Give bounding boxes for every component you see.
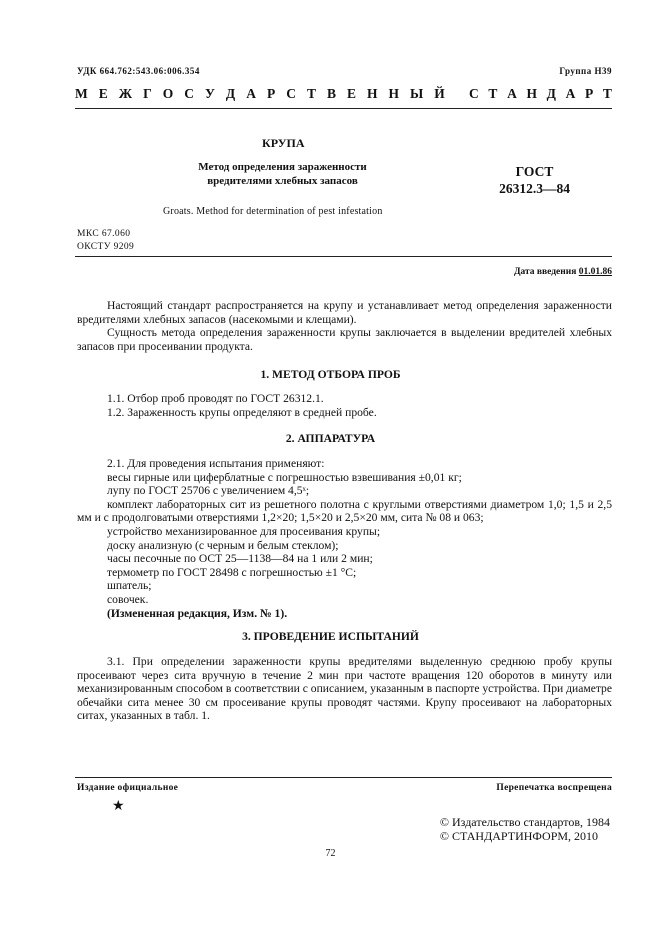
banner-letter: С xyxy=(184,86,194,101)
banner-letter: Е xyxy=(346,86,356,101)
banner-letter: Н xyxy=(526,86,537,101)
intro-paragraph-1: Настоящий стандарт распространяется на крупу и устанавливает метод определения зараженности вредителями хлебных запасов (насекомыми и клещами). xyxy=(77,299,612,326)
section-3-body xyxy=(77,655,612,723)
banner-letter: А xyxy=(507,86,517,101)
page-number: 72 xyxy=(325,848,336,859)
banner-letter: С xyxy=(286,86,296,101)
banner-letter: Т xyxy=(488,86,498,101)
banner-letter: Д xyxy=(225,86,236,101)
section-2-lead: 2.1. Для проведения испытания применяют: xyxy=(107,457,325,470)
udk-code: УДК 664.762:543.06:006.354 xyxy=(77,66,200,76)
intro-paragraph-2: Сущность метода определения зараженности крупы заключается в выделении вредителей хлебных запасов при просеивании продукта. xyxy=(77,326,612,353)
intro-date xyxy=(514,267,612,277)
banner-letter: Й xyxy=(434,86,445,101)
gost-designation xyxy=(497,163,572,197)
copyright-block xyxy=(440,815,610,843)
apparatus-item: весы гирные или циферблатные с погрешностью взвешивания ±0,01 кг; xyxy=(107,470,462,484)
group-code: Группа Н39 xyxy=(559,66,612,76)
banner-letter: О xyxy=(162,86,174,101)
gost-label: ГОСТ xyxy=(515,164,554,179)
banner-letter: Д xyxy=(546,86,556,101)
banner-letter: А xyxy=(565,86,576,101)
banner-letter: Е xyxy=(98,86,108,101)
doc-title: КРУПА xyxy=(262,136,305,150)
apparatus-item: часы песочные по ОСТ 25—1138—84 на 1 или 2 мин; xyxy=(107,552,373,566)
banner-letter: Т xyxy=(306,86,316,101)
section-1-title: 1. МЕТОД ОТБОРА ПРОБ xyxy=(260,368,401,381)
apparatus-item: лупу по ГОСТ 25706 с увеличением 4,5ˣ; xyxy=(107,484,310,498)
banner-letter: Т xyxy=(602,86,612,101)
banner-letter: Н xyxy=(388,86,400,101)
apparatus-item: комплект лабораторных сит из решетного полотна с круглыми отверстиями диаметром 1,0; 1,5 и 2,5 мм и с продолговатыми отверстиями 1,2×20; 1,5×20 и 2,5×20 мм, сита № 08 и 063; xyxy=(77,497,612,525)
standard-banner xyxy=(75,86,612,102)
doc-subtitle xyxy=(160,160,405,188)
english-title: Groats. Method for determination of pest infestation xyxy=(163,206,383,217)
okstu-code: ОКСТУ 9209 xyxy=(77,242,135,252)
banner-word-interstate xyxy=(75,86,445,102)
banner-letter: Р xyxy=(266,86,276,101)
amendment-note: (Измененная редакция, Изм. № 1). xyxy=(107,606,288,620)
codes-rule xyxy=(75,256,612,257)
section-1-body xyxy=(77,392,612,419)
intro-date-label: Дата введения xyxy=(513,267,577,277)
subtitle-line-2: вредителями хлебных запасов xyxy=(207,175,358,187)
footer-rule xyxy=(75,777,612,778)
banner-word-standard xyxy=(469,86,612,102)
banner-letter: Г xyxy=(143,86,152,101)
section-2-title: 2. АППАРАТУРА xyxy=(285,432,376,445)
subtitle-line-1: Метод определения зараженности xyxy=(198,161,367,173)
official-edition: Издание официальное xyxy=(77,783,179,793)
banner-letter: А xyxy=(246,86,256,101)
copyright-line-1: © Издательство стандартов, 1984 xyxy=(439,815,610,829)
section-2-body xyxy=(77,457,612,620)
banner-letter: М xyxy=(75,86,88,101)
classification-codes xyxy=(77,228,134,254)
section-3-title: 3. ПРОВЕДЕНИЕ ИСПЫТАНИЙ xyxy=(242,630,419,643)
star-icon: ★ xyxy=(112,799,125,814)
apparatus-item: шпатель; xyxy=(107,579,152,593)
apparatus-item: совочек. xyxy=(107,592,149,606)
banner-letter: Р xyxy=(585,86,594,101)
gost-number: 26312.3—84 xyxy=(499,181,570,196)
section-1-item-2: 1.2. Зараженность крупы определяют в средней пробе. xyxy=(107,405,377,419)
copyright-line-2: © СТАНДАРТИНФОРМ, 2010 xyxy=(439,829,599,843)
reprint-notice: Перепечатка воспрещена xyxy=(496,783,612,793)
banner-rule xyxy=(75,108,612,109)
intro-section xyxy=(77,299,612,353)
apparatus-item: доску анализную (с черным и белым стеклом); xyxy=(107,538,339,552)
section-1-item-1: 1.1. Отбор проб проводят по ГОСТ 26312.1. xyxy=(107,392,324,405)
apparatus-item: термометр по ГОСТ 28498 с погрешностью ±1 °С; xyxy=(107,565,357,579)
mks-code: МКС 67.060 xyxy=(77,229,131,239)
banner-letter: С xyxy=(469,86,479,101)
apparatus-item: устройство механизированное для просеивания крупы; xyxy=(107,524,381,538)
section-3-paragraph-1: 3.1. При определении зараженности крупы вредителями выделенную среднюю пробу крупы просеивают через сита вручную в течение 2 мин при частоте вращения 120 оборотов в минуту или механизированным способом в соответствии с описанием, указанным в паспорте устройства. При диаметре обечайки сита менее 30 см просеивание крупы проводят частями. Крупу просеивают на лабораторных ситах, указанных в табл. 1. xyxy=(77,655,612,723)
banner-letter: Н xyxy=(367,86,378,101)
banner-letter: У xyxy=(204,86,215,101)
banner-letter: В xyxy=(326,86,336,101)
intro-date-value: 01.01.86 xyxy=(578,267,612,277)
banner-letter: Ж xyxy=(118,86,133,101)
banner-letter: Ы xyxy=(410,86,424,101)
